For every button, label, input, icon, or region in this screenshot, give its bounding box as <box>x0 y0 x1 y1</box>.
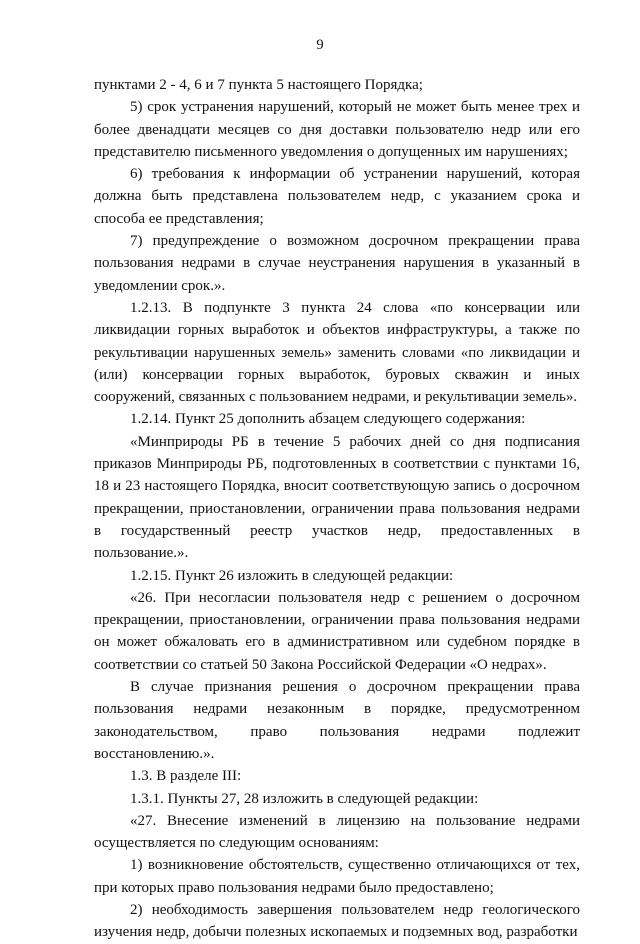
paragraph: 1) возникновение обстоятельств, существенно отличающихся от тех, при которых право пользования недрами было предоставлено; <box>94 857 580 896</box>
document-body <box>94 74 580 944</box>
paragraph: «26. При несогласии пользователя недр с решением о досрочном прекращении, приостановлении, ограничении права пользования недрами он может обжаловать его в административном или судебном порядке в соответствии со статьей 50 Закона Российской Федерации «О недрах». <box>94 589 580 673</box>
paragraph: 1.2.13. В подпункте 3 пункта 24 слова «по консервации или ликвидации горных выработок и объектов инфраструктуры, а также по рекультивации нарушенных земель» заменить словами «по ликвидации и (или) консервации горных выработок, буровых скважин и иных сооружений, связанных с пользованием недрами, и рекультивации земель». <box>94 299 580 406</box>
paragraph: 2) необходимость завершения пользователем недр геологического изучения недр, добычи полезных ископаемых и подземных вод, разработки <box>94 901 580 941</box>
paragraph: 5) срок устранения нарушений, который не может быть менее трех и более двенадцати месяцев со дня доставки пользователю недр или его представителю письменного уведомления о допущенных им нарушениях; <box>94 99 580 160</box>
paragraph: В случае признания решения о досрочном прекращении права пользования недрами незаконным в порядке, предусмотренном законодательством, право пользования недрами подлежит восстановлению.». <box>94 679 580 762</box>
paragraph: 6) требования к информации об устранении нарушений, которая должна быть представлена пользователем недр, с указанием срока и способа ее представления; <box>94 166 580 227</box>
paragraph: «Минприроды РБ в течение 5 рабочих дней со дня подписания приказов Минприроды РБ, подготовленных в соответствии с пунктами 16, 18 и 23 настоящего Порядка, вносит соответствующую запись о досрочном прекращении, приостановлении, ограничении права пользования недрами в государственный реестр участков недр, предоставленных в пользование.». <box>94 433 580 562</box>
paragraph: 1.3.1. Пункты 27, 28 изложить в следующей редакции: <box>130 790 479 807</box>
paragraph: 1.2.15. Пункт 26 изложить в следующей редакции: <box>130 567 454 584</box>
paragraph: 7) предупреждение о возможном досрочном прекращении права пользования недрами в случае неустранения нарушения в указанный в уведомлении срок.». <box>94 233 580 294</box>
paragraph: 1.3. В разделе III: <box>130 768 242 785</box>
paragraph: пунктами 2 - 4, 6 и 7 пункта 5 настоящего Порядка; <box>94 77 423 93</box>
page-number: 9 <box>316 37 324 53</box>
paragraph: «27. Внесение изменений в лицензию на пользование недрами осуществляется по следующим основаниям: <box>94 812 580 852</box>
paragraph: 1.2.14. Пункт 25 дополнить абзацем следующего содержания: <box>130 411 526 428</box>
